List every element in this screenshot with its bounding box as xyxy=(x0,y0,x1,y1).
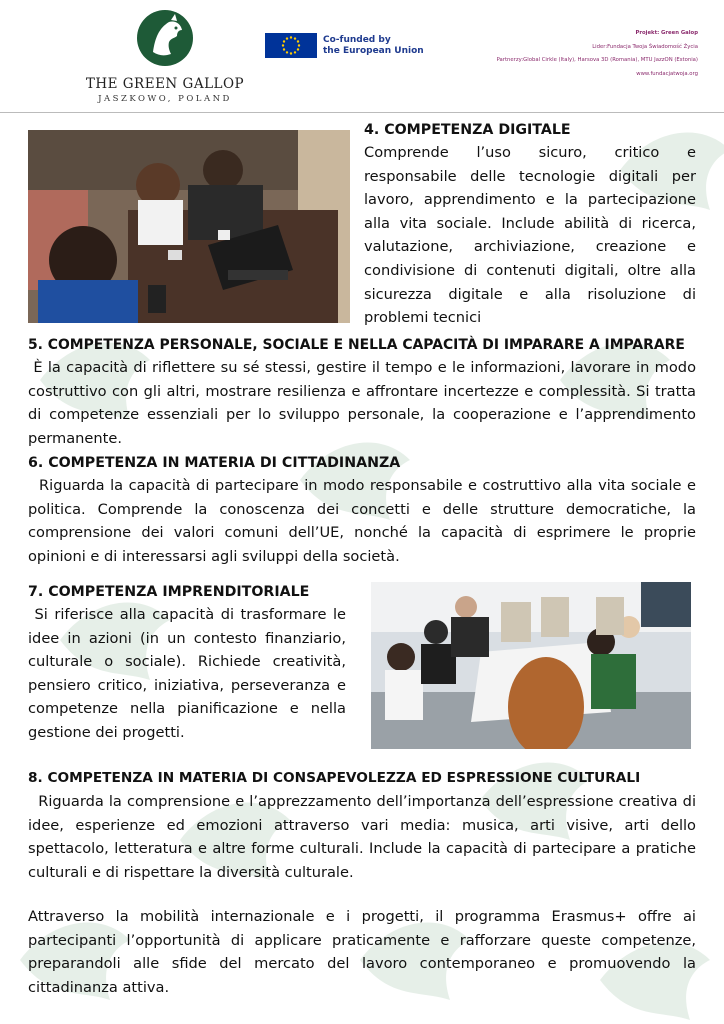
horse-head-logo-icon xyxy=(135,8,195,68)
section-7-body: Si riferisce alla capacità di trasformare le idee in azioni (in un contesto finanziario, culturale o sociale). Richiede creatività, pensiero critico, iniziativa, perseveranza e competenze nella pianificazione e nella gestione dei progetti. xyxy=(28,606,351,741)
section-5-title: 5. COMPETENZA PERSONALE, SOCIALE E NELLA CAPACITÀ DI IMPARARE A IMPARARE xyxy=(28,337,685,353)
section-8-title: 8. COMPETENZA IN MATERIA DI CONSAPEVOLEZZA ED ESPRESSIONE CULTURALI xyxy=(28,770,641,786)
section-6-title: 6. COMPETENZA IN MATERIA DI CITTADINANZA xyxy=(28,455,401,471)
project-name: Projekt: Green Galop xyxy=(635,30,698,36)
eu-cofunded-badge xyxy=(265,33,424,58)
project-website: www.fundacjatwoja.org xyxy=(636,70,698,77)
project-partners: Partnerzy:Global Cirkle (Italy), Harsova 3D (Romania), MTU JazzON (Estonia) xyxy=(496,57,698,63)
section-5-body: È la capacità di riflettere su sé stessi, gestire il tempo e le informazioni, lavorare in modo costruttivo con gli altri, mostrare resilienza e affrontare incertezze e complessità. Si tratta di competenze essenziali per lo sviluppo personale, la cooperazione e l’apprendimento permanente. xyxy=(28,359,701,447)
photo-group-table xyxy=(371,582,691,749)
section-4-body: Comprende l’uso sicuro, critico e responsabile delle tecnologie digitali per lavoro, apprendimento e la partecipazione alla vita sociale. Include abilità di ricerca, valutazione, archiviazione, creazione e condivisione di contenuti digitali, oltre alla sicurezza digitale e alla risoluzione di problemi tecnici xyxy=(364,144,696,327)
logo-subtitle: JASZKOWO, POLAND xyxy=(98,94,232,104)
logo-title: THE GREEN GALLOP xyxy=(85,76,245,92)
photo-students-digital xyxy=(28,130,350,323)
closing-paragraph: Attraverso la mobilità internazionale e i progetti, il programma Erasmus+ offre ai partecipanti l’opportunità di applicare praticamente e rafforzare queste competenze, preparandoli alle sfide del mercato del lavoro contemporaneo e promuovendo la cittadinanza attiva. xyxy=(28,908,696,996)
eu-text-line2: the European Union xyxy=(323,45,424,56)
green-gallop-logo xyxy=(80,8,250,104)
page-header xyxy=(0,0,724,113)
project-leader: Lider:Fundacja Twoja Świadomość Życia xyxy=(592,43,698,50)
section-6-body: Riguarda la capacità di partecipare in modo responsabile e costruttivo alla vita sociale e politica. Comprende la conoscenza dei concetti e delle strutture democratiche, la comprensione dei valori comuni dell’UE, nonché la capacità di esprimere le proprie opinioni e di interessarsi agli sviluppi della società. xyxy=(28,477,701,565)
project-info xyxy=(497,27,698,81)
eu-flag-icon xyxy=(265,33,317,58)
section-7-title: 7. COMPETENZA IMPRENDITORIALE xyxy=(28,584,310,600)
section-8-body: Riguarda la comprensione e l’apprezzamento dell’importanza dell’espressione creativa di idee, esperienze ed emozioni attraverso vari media: musica, arti visive, arti dello spettacolo, letteratura e altre forme culturali. Include la capacità di partecipare a pratiche culturali e di rispettare la diversità culturale. xyxy=(28,793,701,881)
section-4-title: 4. COMPETENZA DIGITALE xyxy=(364,122,571,138)
eu-text-line1: Co-funded by xyxy=(323,34,391,45)
